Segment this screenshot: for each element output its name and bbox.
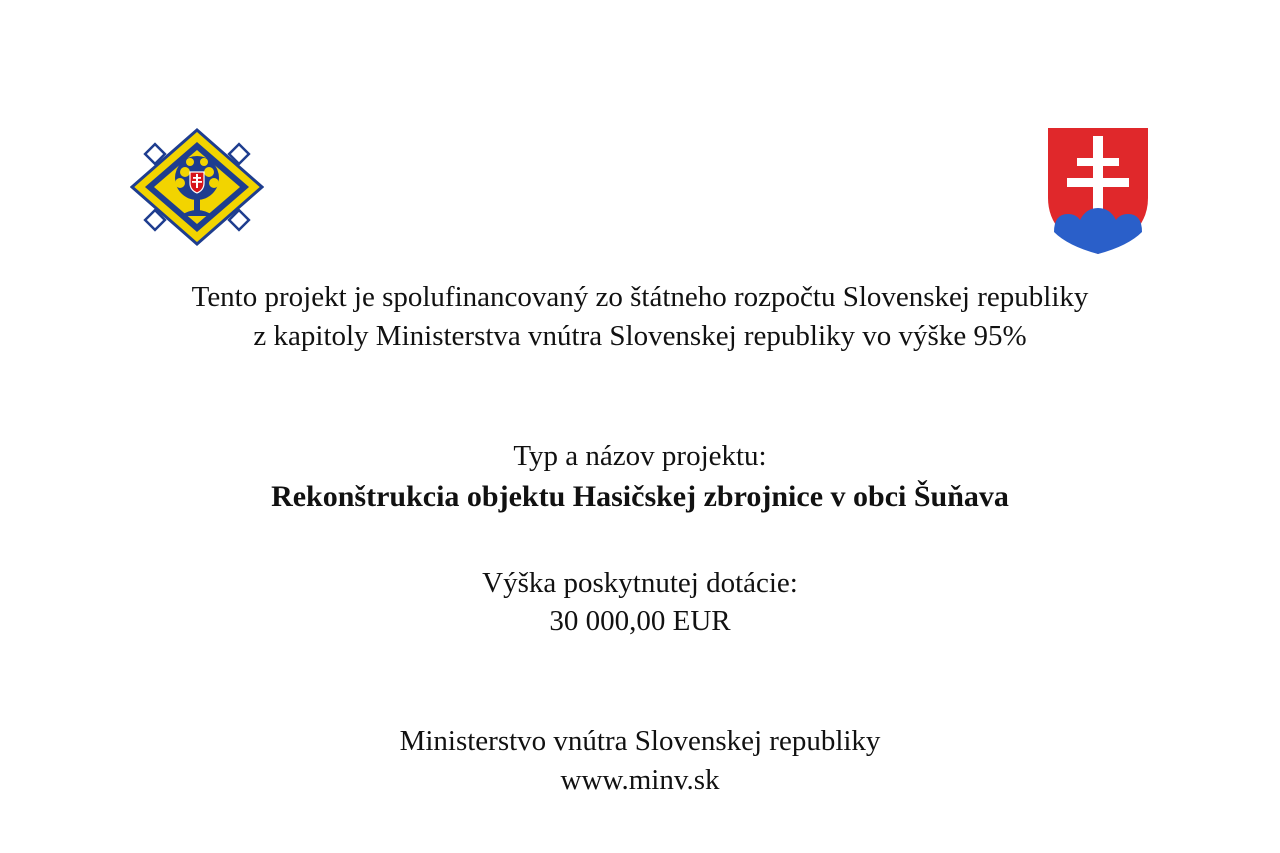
grant-amount: 30 000,00 EUR: [549, 605, 731, 637]
footer-org: Ministerstvo vnútra Slovenskej republiky: [399, 725, 881, 757]
project-label: Typ a názov projektu:: [513, 440, 767, 472]
footer-url[interactable]: www.minv.sk: [560, 764, 720, 796]
ministry-emblem-logo: [130, 128, 264, 246]
slovak-coat-of-arms-logo: [1046, 126, 1150, 256]
intro-line-2: z kapitoly Ministerstva vnútra Slovenskej republiky vo výške 95%: [253, 320, 1027, 352]
project-name: Rekonštrukcia objektu Hasičskej zbrojnice v obci Šuňava: [271, 480, 1009, 513]
intro-line-1: Tento projekt je spolufinancovaný zo štátneho rozpočtu Slovenskej republiky: [191, 281, 1089, 313]
grant-label: Výška poskytnutej dotácie:: [482, 567, 798, 599]
